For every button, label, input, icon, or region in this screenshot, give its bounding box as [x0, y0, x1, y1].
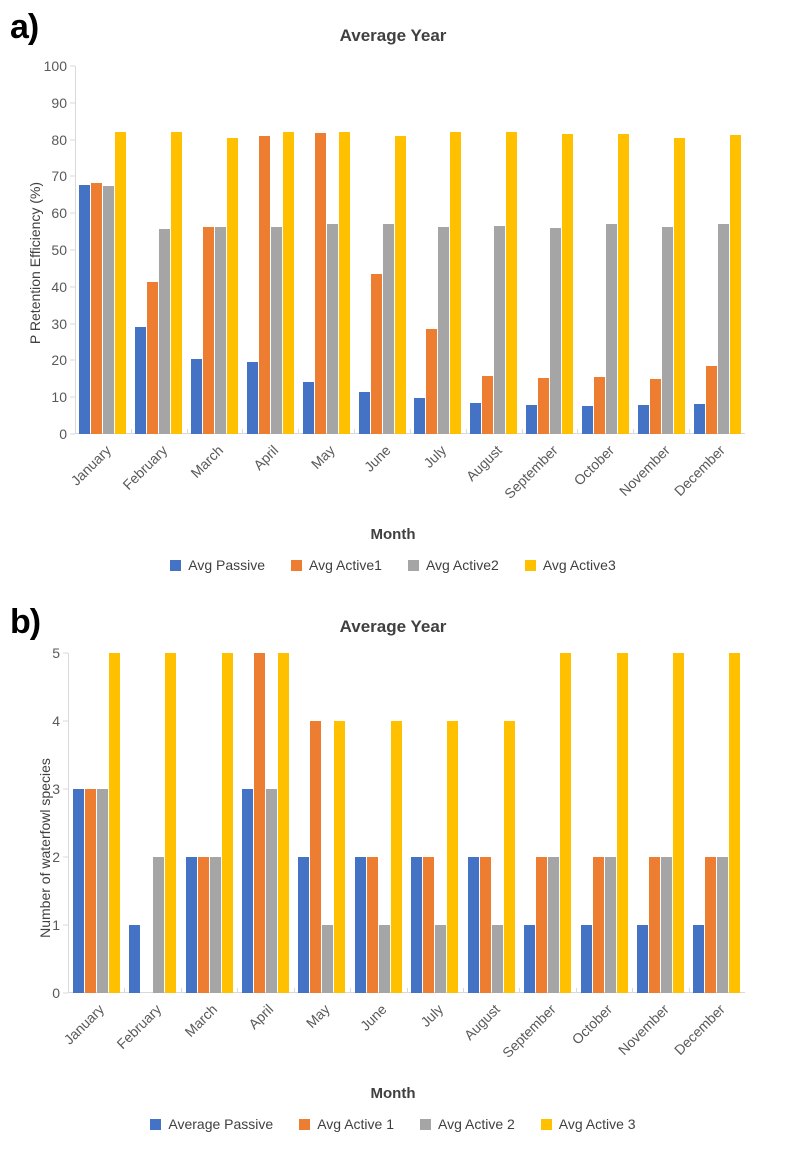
legend-label: Avg Active 1 — [317, 1116, 394, 1132]
y-tick-mark — [70, 397, 75, 398]
bar — [594, 377, 605, 434]
legend-label: Avg Active1 — [309, 557, 382, 573]
x-tick-mark — [350, 988, 351, 993]
x-tick-label: October — [568, 1001, 616, 1048]
bar-group — [689, 66, 745, 434]
x-tick-label: November — [615, 442, 673, 499]
bar — [298, 857, 309, 993]
bar — [254, 653, 265, 993]
y-tick-mark — [70, 434, 75, 435]
bar — [73, 789, 84, 993]
y-tick-label: 20 — [51, 352, 67, 369]
bar — [662, 227, 673, 434]
x-tick-mark — [577, 429, 578, 434]
x-tick-label: June — [356, 1001, 390, 1034]
x-tick-label: August — [462, 442, 506, 485]
bar — [186, 857, 197, 993]
bar — [638, 405, 649, 434]
bar — [482, 376, 493, 434]
y-tick-mark — [63, 721, 68, 722]
bar-group — [131, 66, 187, 434]
bar — [548, 857, 559, 993]
y-tick-mark — [70, 286, 75, 287]
x-tick-label: August — [460, 1001, 503, 1044]
bar-group — [124, 653, 180, 993]
y-tick-mark — [70, 66, 75, 67]
bar — [581, 925, 592, 993]
x-tick-label: March — [181, 1001, 221, 1040]
bar — [705, 857, 716, 993]
bar — [327, 224, 338, 434]
y-tick-mark — [70, 213, 75, 214]
legend-item — [150, 1116, 273, 1132]
y-tick-label: 100 — [43, 58, 67, 74]
bar — [650, 379, 661, 434]
y-tick-label: 1 — [52, 917, 60, 933]
x-tick-mark — [522, 429, 523, 434]
bar-group — [633, 66, 689, 434]
y-tick-mark — [70, 176, 75, 177]
x-tick-label-cell — [407, 997, 463, 1077]
bar — [210, 857, 221, 993]
y-tick-label: 40 — [51, 278, 67, 295]
bar — [283, 132, 294, 434]
x-tick-mark — [187, 429, 188, 434]
bar — [371, 274, 382, 434]
x-axis-title-b: Month — [370, 1085, 416, 1102]
bar — [215, 227, 226, 434]
panel-label-b: b) — [10, 603, 41, 641]
chart-panel-b — [0, 595, 786, 1175]
x-tick-label: April — [250, 442, 282, 474]
y-tick-mark — [70, 139, 75, 140]
x-tick-label-cell — [294, 997, 350, 1077]
bar — [271, 227, 282, 434]
bar — [494, 226, 505, 434]
bar-group — [407, 653, 463, 993]
y-tick-mark — [63, 789, 68, 790]
x-tick-mark — [689, 429, 690, 434]
bar — [524, 925, 535, 993]
bar-group — [187, 66, 243, 434]
bar — [359, 392, 370, 434]
bar-group — [294, 653, 350, 993]
y-tick-mark — [63, 925, 68, 926]
x-tick-label: February — [113, 1001, 164, 1052]
x-tick-mark — [633, 429, 634, 434]
x-tick-label: July — [417, 1001, 447, 1030]
y-tick-mark — [63, 993, 68, 994]
bar — [379, 925, 390, 993]
x-tick-label-cell — [113, 997, 180, 1077]
legend-item — [541, 1116, 636, 1132]
x-tick-label: July — [420, 442, 450, 471]
bar — [438, 227, 449, 434]
bar — [147, 282, 158, 434]
bar — [198, 857, 209, 993]
x-axis-title-a: Month — [370, 526, 416, 543]
bar-group — [522, 66, 578, 434]
bar-group — [577, 66, 633, 434]
x-tick-mark — [354, 429, 355, 434]
x-tick-label-cell — [671, 438, 745, 518]
x-tick-label: March — [187, 442, 226, 481]
bar — [310, 721, 321, 993]
y-tick-label: 2 — [52, 849, 60, 865]
x-tick-label-cell — [298, 438, 354, 518]
bar-group — [466, 66, 522, 434]
legend-swatch — [299, 1119, 310, 1130]
x-tick-label: October — [570, 442, 617, 489]
bar — [395, 136, 406, 434]
bar — [536, 857, 547, 993]
x-tick-label-cell — [237, 997, 293, 1077]
bar-group — [632, 653, 688, 993]
bar — [334, 721, 345, 993]
y-tick-mark — [63, 653, 68, 654]
bar — [109, 653, 120, 993]
bar-group — [68, 653, 124, 993]
bar-group — [354, 66, 410, 434]
bar — [103, 186, 114, 434]
x-tick-label-cell — [187, 438, 243, 518]
bar — [717, 857, 728, 993]
y-tick-label: 60 — [51, 205, 67, 222]
x-tick-mark — [466, 429, 467, 434]
bar-group — [689, 653, 745, 993]
legend-label: Avg Active 3 — [558, 1116, 636, 1132]
x-tick-mark — [242, 429, 243, 434]
bar — [562, 134, 573, 434]
legend-swatch — [525, 560, 536, 571]
legend-swatch — [408, 560, 419, 571]
y-tick-label: 30 — [51, 315, 67, 332]
bar — [383, 224, 394, 434]
x-tick-mark — [632, 988, 633, 993]
x-tick-label-cell — [119, 438, 187, 518]
x-tick-mark — [124, 988, 125, 993]
bar — [242, 789, 253, 993]
bar — [135, 327, 146, 434]
x-tick-mark — [576, 988, 577, 993]
bar — [191, 359, 202, 434]
bar — [550, 228, 561, 434]
bar — [605, 857, 616, 993]
bar — [278, 653, 289, 993]
y-tick-mark — [63, 857, 68, 858]
bar — [582, 406, 593, 434]
x-tick-label: January — [60, 1001, 108, 1048]
bar — [423, 857, 434, 993]
bar — [470, 403, 481, 434]
legend-swatch — [170, 560, 181, 571]
bar — [593, 857, 604, 993]
x-tick-labels-b — [60, 997, 745, 1077]
bar — [694, 404, 705, 434]
x-tick-label-cell — [501, 438, 578, 518]
bar — [355, 857, 366, 993]
bar — [538, 378, 549, 434]
bar-groups-b — [68, 653, 745, 993]
legend-b — [0, 1116, 786, 1132]
legend-swatch — [541, 1119, 552, 1130]
legend-item — [170, 557, 265, 573]
bar — [303, 382, 314, 434]
legend-item — [420, 1116, 515, 1132]
bar — [435, 925, 446, 993]
bar — [730, 135, 741, 434]
legend-label: Average Passive — [168, 1116, 274, 1132]
legend-item — [408, 557, 499, 573]
bar — [115, 132, 126, 434]
x-tick-mark — [463, 988, 464, 993]
bar — [480, 857, 491, 993]
legend-swatch — [150, 1119, 161, 1130]
x-tick-label-cell — [671, 997, 745, 1077]
x-tick-mark — [237, 988, 238, 993]
x-tick-label: September — [501, 442, 561, 502]
bar — [247, 362, 258, 434]
bar-groups-a — [75, 66, 745, 434]
plot-area-a — [43, 58, 745, 442]
bar — [315, 133, 326, 434]
x-tick-mark — [181, 988, 182, 993]
y-tick-mark — [70, 323, 75, 324]
bar-group — [181, 653, 237, 993]
x-tick-mark — [294, 988, 295, 993]
y-tick-label: 90 — [51, 94, 67, 111]
legend-swatch — [291, 560, 302, 571]
x-tick-label-cell — [350, 997, 406, 1077]
bar-group — [298, 66, 354, 434]
legend-item — [299, 1116, 394, 1132]
legend-label: Avg Active 2 — [438, 1116, 515, 1132]
legend-label: Avg Active3 — [542, 557, 616, 573]
bar — [79, 185, 90, 434]
bar — [414, 398, 425, 434]
bar — [468, 857, 479, 993]
y-tick-mark — [70, 360, 75, 361]
bar — [729, 653, 740, 993]
x-tick-label: May — [307, 442, 338, 473]
bar — [367, 857, 378, 993]
bar-group — [237, 653, 293, 993]
legend-item — [291, 557, 382, 573]
y-tick-label: 10 — [51, 389, 67, 406]
bar — [391, 721, 402, 993]
legend-label: Avg Passive — [188, 557, 266, 573]
bar — [91, 183, 102, 434]
bar — [674, 138, 685, 434]
x-tick-label: June — [360, 442, 394, 475]
bar — [426, 329, 437, 434]
x-tick-mark — [410, 429, 411, 434]
y-tick-mark — [70, 250, 75, 251]
x-tick-label-cell — [499, 997, 575, 1077]
x-tick-mark — [689, 988, 690, 993]
x-tick-label-cell — [242, 438, 298, 518]
legend-item — [525, 557, 616, 573]
legend-swatch — [420, 1119, 431, 1130]
bar — [637, 925, 648, 993]
bar — [706, 366, 717, 434]
bar-group — [410, 66, 466, 434]
bar — [718, 224, 729, 434]
legend-label: Avg Active2 — [425, 557, 499, 573]
x-tick-label: May — [303, 1001, 334, 1032]
x-tick-label-cell — [410, 438, 466, 518]
x-tick-mark — [519, 988, 520, 993]
bar — [492, 925, 503, 993]
bar — [159, 229, 170, 434]
bar-group — [350, 653, 406, 993]
chart-title-a: Average Year — [339, 26, 447, 45]
bar — [222, 653, 233, 993]
bar — [673, 653, 684, 993]
y-tick-mark — [70, 102, 75, 103]
bar — [322, 925, 333, 993]
x-tick-mark — [68, 988, 69, 993]
x-tick-mark — [298, 429, 299, 434]
bar — [171, 132, 182, 434]
bar — [97, 789, 108, 993]
bar-group — [463, 653, 519, 993]
bar — [339, 132, 350, 434]
y-tick-label: 70 — [51, 168, 67, 185]
y-tick-label: 4 — [52, 713, 60, 729]
bar — [506, 132, 517, 434]
bar — [447, 721, 458, 993]
x-tick-label: February — [119, 442, 171, 493]
bar — [649, 857, 660, 993]
x-tick-mark — [131, 429, 132, 434]
y-tick-label: 0 — [59, 426, 67, 442]
y-tick-label: 80 — [51, 131, 67, 148]
x-tick-labels-a — [67, 438, 745, 518]
y-axis-title-a: P Retention Efficiency (%) — [27, 181, 43, 345]
bar — [129, 925, 140, 993]
bar — [203, 227, 214, 434]
y-tick-label: 3 — [52, 781, 60, 797]
bar — [560, 653, 571, 993]
bar-group — [242, 66, 298, 434]
x-tick-label: January — [67, 442, 115, 489]
bar — [617, 653, 628, 993]
legend-a — [0, 557, 786, 573]
bar — [661, 857, 672, 993]
plot-area-b — [52, 645, 745, 1001]
x-tick-label: December — [671, 1001, 729, 1058]
bar — [526, 405, 537, 434]
x-tick-label-cell — [181, 997, 237, 1077]
bar — [266, 789, 277, 993]
bar — [450, 132, 461, 434]
bar-group — [519, 653, 575, 993]
bar — [693, 925, 704, 993]
y-tick-label: 5 — [52, 645, 60, 661]
panel-label-a: a) — [10, 8, 39, 46]
x-tick-mark — [407, 988, 408, 993]
x-tick-label: November — [614, 1001, 672, 1058]
x-tick-label: September — [499, 1001, 559, 1061]
bar — [85, 789, 96, 993]
x-tick-mark — [75, 429, 76, 434]
x-tick-label-cell — [354, 438, 410, 518]
bar — [606, 224, 617, 434]
y-axis-title-b: Number of waterfowl species — [37, 758, 53, 938]
bar-group — [576, 653, 632, 993]
x-tick-label: December — [671, 442, 729, 499]
y-tick-label: 0 — [52, 985, 60, 1001]
bar — [153, 857, 164, 993]
bar — [227, 138, 238, 434]
y-tick-label: 50 — [51, 242, 67, 258]
x-tick-label: April — [245, 1001, 277, 1033]
bar — [504, 721, 515, 993]
bar — [618, 134, 629, 434]
bar — [165, 653, 176, 993]
chart-title-b: Average Year — [339, 617, 447, 636]
bar — [411, 857, 422, 993]
bar — [259, 136, 270, 434]
bar-group — [75, 66, 131, 434]
